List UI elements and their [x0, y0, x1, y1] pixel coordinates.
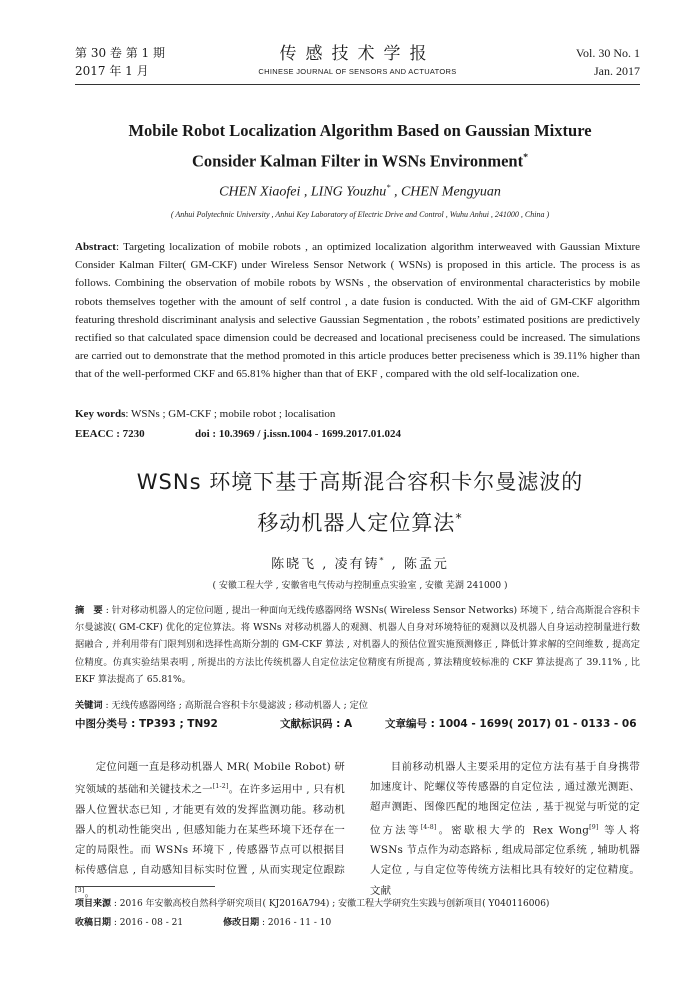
chinese-classification — [75, 716, 640, 732]
chinese-keywords: 关键词 : 无线传感器网络 ; 高斯混合容积卡尔曼滤波 ; 移动机器人 ; 定位 — [75, 700, 368, 711]
eeacc-code: EEACC : 7230 — [75, 428, 145, 440]
dates-footnote: 收稿日期 : 2016 - 08 - 21 修改日期 : 2016 - 11 - 10 — [75, 918, 332, 928]
english-abstract: Abstract: Targeting localization of mobile robots , an optimized localization algorithm interweaved with Gaussian Mixture Consider Kalman Filter( GM-CKF) under Wireless Sensor Network ( WSNs) is proposed in this article. The process is as follows. Combining the observation of mobile robots by WSNs , the observation of environmental characteristics by mobile robots themselves together with the amount of self control , a date fusion is conducted. With the aid of GM-CKF algorithm featuring threshold discriminant analysis and selective Gaussian Segmentation , the robots’ estimated positions are predictively rectified so that calculated space dimension could be decreased and locational preciseness could be increased. The simulations are carried out to demonstrate that the method promoted in this article produces better preciseness which is 39.11% higher than that of the well-performed CKF and 65.81% higher than that of EKF , compared with the old self-localization one. — [75, 241, 640, 381]
running-header — [75, 44, 640, 84]
class-number: 中图分类号 : TP393 ; TN92 — [75, 718, 218, 730]
chinese-affiliation: ( 安徽工程大学 , 安徽省电气传动与控制重点实验室 , 安徽 芜湖 241000 ) — [212, 581, 508, 591]
chinese-title: WSNs 环境下基于高斯混合容积卡尔曼滤波的 移动机器人定位算法* — [136, 470, 584, 535]
english-title: Mobile Robot Localization Algorithm Based on Gaussian Mixture Consider Kalman Filter in WSNs Environment* — [128, 121, 592, 171]
article-number: 文章编号 : 1004 - 1699( 2017) 01 - 0133 - 06 — [385, 718, 637, 730]
journal-name — [75, 44, 640, 76]
volume-issue-en: Vol. 30 No. 1 Jan. 2017 — [575, 46, 640, 78]
body-column-right — [370, 757, 640, 901]
journal-name-en: CHINESE JOURNAL OF SENSORS AND ACTUATORS — [258, 67, 457, 76]
english-keywords: Key words: WSNs ; GM-CKF ; mobile robot ; localisation — [75, 408, 336, 420]
funding-footnote: 项目来源 : 2016 年安徽高校自然科学研究项目( KJ2016A794) ; 安徽工程大学研究生实践与创新项目( Y040116006) — [75, 899, 550, 909]
header-divider — [75, 84, 640, 85]
document-code: 文献标识码 : A — [280, 718, 353, 730]
volume-issue-cn: 第 30 卷 第 1 期 2017 年 1 月 — [75, 46, 165, 78]
body-column-left — [75, 757, 345, 903]
journal-name-cn: 传感技术学报 — [279, 44, 436, 64]
english-affiliation: ( Anhui Polytechnic University , Anhui Key Laboratory of Electric Drive and Control , Wuhu Anhui , 241000 , China ) — [170, 210, 550, 219]
footnote-divider — [75, 886, 215, 887]
english-classification — [75, 428, 640, 440]
chinese-abstract: 摘 要 : 针对移动机器人的定位问题 , 提出一种面向无线传感器网络 WSNs( Wireless Sensor Networks) 环境下 , 结合高斯混合容积卡尔曼滤波( GM-CKF) 优化的定位算法。将 WSNs 对移动机器人的观测、机器人自身对环境特征的观测以及机器人自身运动控制量进行数据融合 , 并利用带有门限判别和选择性高斯分割的 GM-CKF 算法 , 对机器人的预估位置实施预测修正 , 降低计算求解的空间维数 , 提高定位精度。仿真实验结果表明 , 所提出的方法比传统机器人自定位法定位精度有所提高 , 算法精度较标准的 CKF 算法提高了 39.11% , 比 EKF 算法提高了 65.81%。 — [75, 605, 641, 685]
chinese-authors: 陈晓飞 , 凌有铸* , 陈孟元 — [271, 555, 449, 572]
english-authors: CHEN Xiaofei , LING Youzhu* , CHEN Mengyuan — [219, 183, 501, 200]
paragraph: 定位问题一直是移动机器人 MR( Mobile Robot) 研究领域的基础和关键技术之一[1-2]。在许多运用中 , 只有机器人位置状态已知 , 才能更有效的发挥监测功能。移动机器人的机动性能突出 , 但感知能力在某些环境下还存在一定的局限性。而 WSNs 环境下 , 传感器节点可以根据目标传感信息 , 自动感知目标实时位置 , 从而实现定位跟踪[3]。 — [75, 761, 346, 900]
doi: doi : 10.3969 / j.issn.1004 - 1699.2017.01.024 — [195, 428, 401, 440]
paragraph: 目前移动机器人主要采用的定位方法有基于自身携带加速度计、陀螺仪等传感器的自定位法 , 通过激光测距、超声测距、图像匹配的地图定位法 , 基于视觉与听觉的定位方法等[4-8]。密歇根大学的 Rex Wong[9] 等人将 WSNs 节点作为动态路标 , 组成局部定位系统 , 辅助机器人定位 , 与自定位等传统方法相比具有较好的定位精度。文献 — [370, 761, 640, 897]
